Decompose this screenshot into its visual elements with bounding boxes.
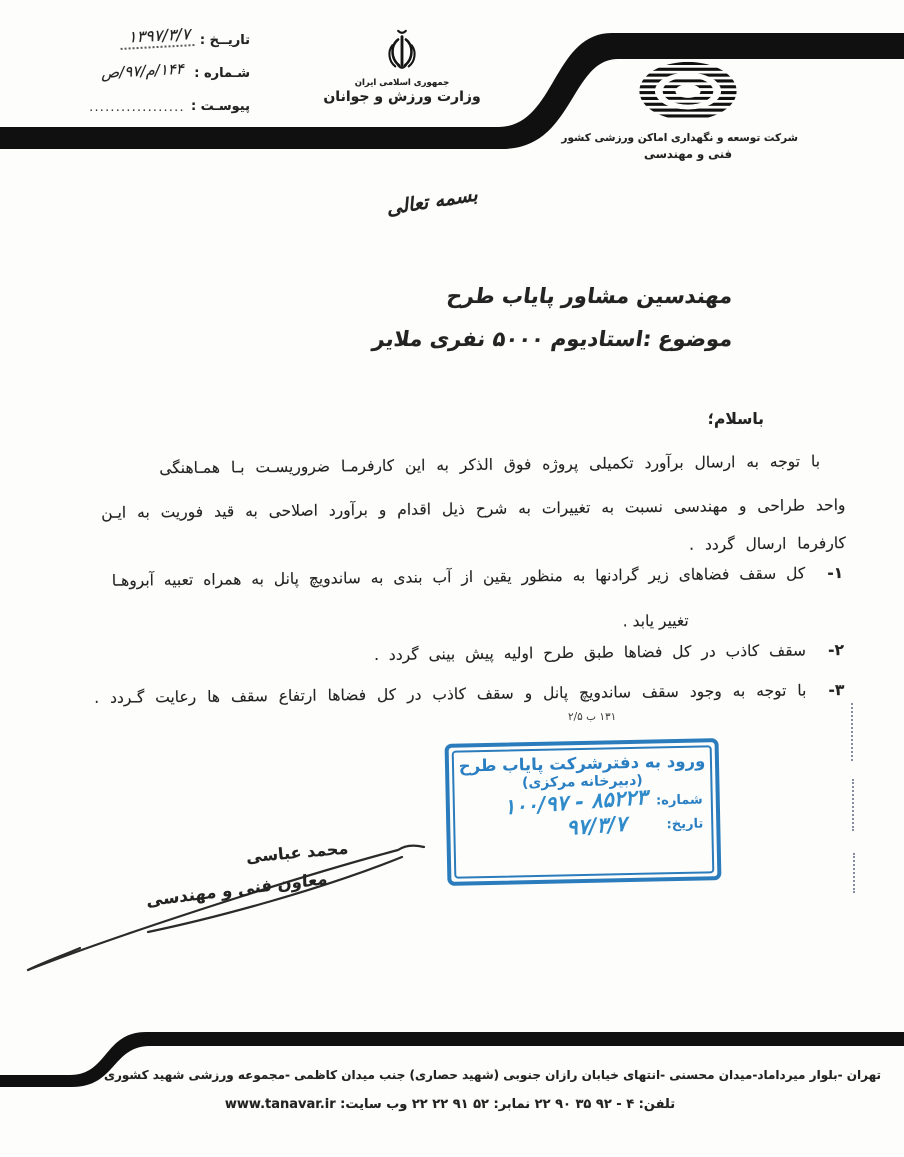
- ministry-country-text: جمهوری اسلامی ایران: [354, 78, 450, 88]
- stamp-date-row: [455, 811, 711, 840]
- number-label: شـماره :: [194, 66, 250, 81]
- company-division-text: فنی و مهندسی: [643, 147, 732, 161]
- attachment-dots: ..................: [89, 100, 185, 114]
- stamp-subtitle: (دبیرخانه مرکزی): [521, 772, 643, 792]
- subject-heading: موضوع :استادیوم ۵۰۰۰ نفری ملایر: [371, 327, 735, 351]
- scan-artifact-tick: [852, 779, 854, 831]
- date-value-handwritten: ۱۳۹۷/۳/۷: [119, 24, 194, 50]
- signatory-name: محمد عباسی: [245, 838, 350, 867]
- signature-flourish: [0, 820, 450, 1000]
- footer-contact: تلفن: ۴ - ۹۲ ۳۵ ۹۰ ۲۲ نمابر: ۵۲ ۹۱ ۲۲ ۲۲ وب سایت: www.tanavar.ir: [224, 1097, 676, 1112]
- signatory-title: معاون فنی و مهندسی: [146, 868, 328, 911]
- salutation-text: باسلام؛: [707, 410, 764, 428]
- ministry-name-text: وزارت ورزش و جوانان: [323, 89, 481, 105]
- archive-code: ۱۳۱ ب ۲/۵: [568, 711, 617, 723]
- item-3-number: ۳-: [828, 681, 845, 700]
- stamp-number-handwritten: ۸۵۲۲۳ - ۱۰۰/۹۷: [503, 784, 649, 820]
- paragraph-line-2: واحد طراحی و مهندسی نسبت به تغییرات به شرح ذیل اقدام و برآورد اصلاحی به قید فوریت به ایـن: [101, 496, 846, 522]
- paragraph-line-3: کارفرما ارسال گردد .: [689, 534, 846, 554]
- item-3-text: با توجه به وجود سقف ساندویچ پانل و سقف کاذب در کل فضاها ارتفاع سقف ها رعایت گـردد .: [94, 681, 807, 707]
- paragraph-line-1: با توجه به ارسال برآورد تکمیلی پروژه فوق الذکر به این کارفرمـا ضروریسـت بـا همـاهنگی: [159, 452, 821, 478]
- item-2-text: سقف کاذب در کل فضاها طبق طرح اولیه پیش بینی گردد .: [373, 641, 807, 664]
- stamp-number-label: شماره:: [655, 791, 703, 808]
- stamp-date-handwritten: ۹۷/۳/۷: [565, 811, 628, 840]
- scan-artifact-tick: [853, 853, 855, 893]
- item-2-number: ۲-: [827, 641, 845, 660]
- footer-address: تهران -بلوار میرداماد-میدان محسنی -انتهای خیابان رازان جنوبی (شهید حصاری) جنب میدان کاظمی -مجموعه ورزشی شهید کشوری: [103, 1068, 882, 1082]
- stamp-title: ورود به دفترشرکت پایاب طرح: [458, 751, 706, 776]
- company-name-text: شرکت توسعه و نگهداری اماکن ورزشی کشور: [561, 132, 798, 144]
- besmele-script: بسمه تعالی: [384, 183, 480, 220]
- stamp-inner-border: [452, 745, 715, 878]
- stamp-date-label: تاریخ:: [666, 815, 704, 832]
- entry-stamp: [445, 738, 722, 886]
- date-label: تاریــخ :: [199, 33, 250, 48]
- number-value-handwritten: ۱۴۴/م/۹۷/ص: [100, 59, 185, 83]
- attachment-label: پیوسـت :: [190, 99, 250, 114]
- item-1-text: کل سقف فضاهای زیر گرادنها به منظور یقین از آب بندی به ساندویچ پانل به همراه تعبیه آبروهـا: [111, 564, 806, 590]
- item-1-text-cont: تغییر یابد .: [622, 611, 689, 631]
- recipient-heading: مهندسین مشاور پایاب طرح: [445, 284, 735, 308]
- scan-artifact-tick: [851, 703, 853, 761]
- item-1-number: ۱-: [827, 564, 844, 583]
